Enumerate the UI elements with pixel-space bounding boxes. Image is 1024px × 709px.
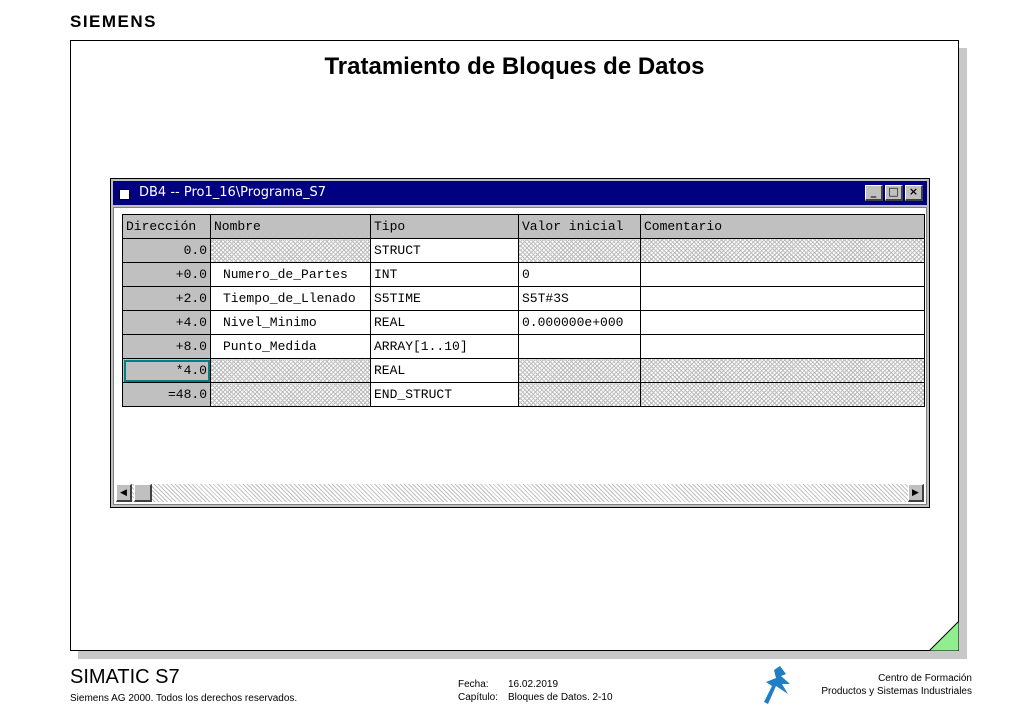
close-button[interactable]: ×: [905, 185, 923, 201]
header-valor-inicial[interactable]: Valor inicial: [519, 215, 641, 239]
table-row: [123, 239, 925, 263]
type-cell[interactable]: ARRAY[1..10]: [371, 335, 519, 359]
initial-cell[interactable]: S5T#3S: [519, 287, 641, 311]
table-row: [123, 383, 925, 407]
type-cell[interactable]: REAL: [371, 359, 519, 383]
footer-left: [70, 666, 297, 704]
comment-cell: [641, 239, 925, 263]
type-cell[interactable]: REAL: [371, 311, 519, 335]
initial-cell: [519, 383, 641, 407]
address-cell[interactable]: +2.0: [123, 287, 211, 311]
address-cell[interactable]: 0.0: [123, 239, 211, 263]
window-client-area: [113, 207, 927, 505]
horizontal-scrollbar[interactable]: [116, 484, 924, 502]
initial-cell: [519, 239, 641, 263]
declaration-table: [122, 214, 925, 407]
footer-meta: [458, 678, 613, 704]
comment-cell: [641, 383, 925, 407]
system-menu-icon[interactable]: [119, 189, 130, 200]
scroll-right-icon[interactable]: ▶: [908, 484, 924, 502]
product-name: SIMATIC S7: [70, 666, 180, 688]
comment-cell[interactable]: [641, 311, 925, 335]
siemens-logo: SIEMENS: [70, 12, 158, 31]
address-cell[interactable]: +8.0: [123, 335, 211, 359]
comment-cell[interactable]: [641, 263, 925, 287]
center-line-1: Centro de Formación: [878, 673, 972, 684]
header-tipo[interactable]: Tipo: [371, 215, 519, 239]
copyright: Siemens AG 2000. Todos los derechos reservados.: [70, 693, 298, 704]
scroll-left-icon[interactable]: ◀: [116, 484, 132, 502]
footer-center-info: [821, 672, 972, 698]
slide-title: Tratamiento de Bloques de Datos: [324, 53, 705, 80]
center-line-2: Productos y Sistemas Industriales: [821, 686, 972, 697]
name-cell: [211, 359, 371, 383]
capitulo-label: Capítulo:: [458, 692, 499, 703]
table-row: [123, 263, 925, 287]
window-titlebar[interactable]: [113, 181, 927, 205]
table-row: [123, 311, 925, 335]
table-row: [123, 335, 925, 359]
type-cell[interactable]: INT: [371, 263, 519, 287]
db-editor-window: [110, 178, 930, 508]
initial-cell[interactable]: [519, 335, 641, 359]
fecha-label: Fecha:: [458, 679, 489, 690]
header-nombre[interactable]: Nombre: [211, 215, 371, 239]
name-cell[interactable]: Numero_de_Partes: [211, 263, 371, 287]
address-cell-selected[interactable]: *4.0: [123, 359, 211, 383]
name-cell: [211, 383, 371, 407]
table-header: [123, 215, 925, 239]
initial-cell: [519, 359, 641, 383]
training-center-logo-icon: [760, 664, 800, 706]
scroll-thumb[interactable]: [134, 484, 152, 502]
minimize-button[interactable]: _: [865, 185, 883, 201]
name-cell[interactable]: Nivel_Minimo: [211, 311, 371, 335]
page-corner-icon: [929, 621, 959, 651]
comment-cell: [641, 359, 925, 383]
type-cell[interactable]: STRUCT: [371, 239, 519, 263]
name-cell[interactable]: Tiempo_de_Llenado: [211, 287, 371, 311]
table-row: [123, 359, 925, 383]
name-cell[interactable]: Punto_Medida: [211, 335, 371, 359]
address-cell[interactable]: +4.0: [123, 311, 211, 335]
maximize-button[interactable]: □: [885, 185, 903, 201]
comment-cell[interactable]: [641, 287, 925, 311]
fecha-value: 16.02.2019: [508, 679, 559, 690]
initial-cell[interactable]: 0.000000e+000: [519, 311, 641, 335]
header-direccion[interactable]: Dirección: [123, 215, 211, 239]
capitulo-value: Bloques de Datos. 2-10: [508, 692, 613, 703]
name-cell: [211, 239, 371, 263]
address-cell[interactable]: =48.0: [123, 383, 211, 407]
initial-cell[interactable]: 0: [519, 263, 641, 287]
window-title: DB4 -- Pro1_16\Programa_S7: [139, 185, 327, 200]
table-row: [123, 287, 925, 311]
type-cell[interactable]: S5TIME: [371, 287, 519, 311]
header-comentario[interactable]: Comentario: [641, 215, 925, 239]
comment-cell[interactable]: [641, 335, 925, 359]
type-cell[interactable]: END_STRUCT: [371, 383, 519, 407]
address-cell[interactable]: +0.0: [123, 263, 211, 287]
